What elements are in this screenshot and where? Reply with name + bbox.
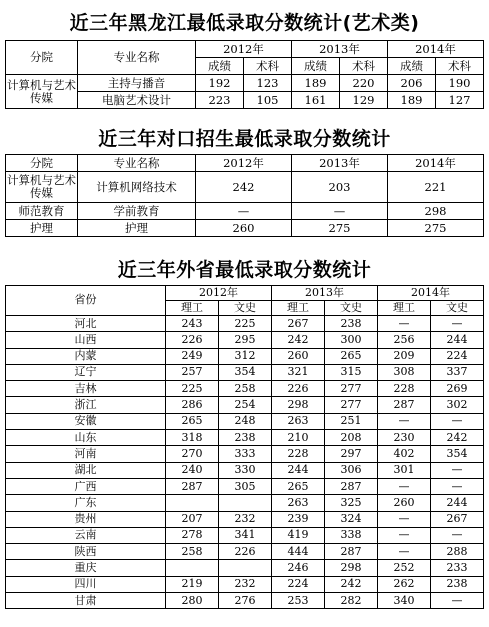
score-cell: 209 (378, 348, 431, 364)
score-cell: 263 (272, 413, 325, 429)
sub-header: 成绩 (196, 58, 244, 75)
table-row (6, 92, 484, 109)
score-cell: 260 (378, 495, 431, 511)
score-cell: 224 (431, 348, 484, 364)
score-cell: 300 (325, 332, 378, 348)
header-year: 2014年 (388, 41, 484, 58)
header-major: 专业名称 (78, 41, 196, 75)
sub-header: 理工 (272, 301, 325, 316)
dept-cell: 计算机与艺术传媒 (6, 75, 78, 109)
table-row (6, 316, 484, 332)
score-cell: — (378, 478, 431, 494)
header-major: 专业名称 (78, 155, 196, 172)
dept-cell: 护理 (6, 220, 78, 237)
header-year: 2014年 (388, 155, 484, 172)
score-cell: 333 (219, 446, 272, 462)
score-cell (219, 560, 272, 576)
score-cell: — (378, 316, 431, 332)
score-cell: 280 (166, 593, 219, 609)
table-row (6, 446, 484, 462)
score-cell: 242 (196, 172, 292, 203)
score-cell: 252 (378, 560, 431, 576)
table-row (6, 560, 484, 576)
score-cell: 312 (219, 348, 272, 364)
score-cell: 206 (388, 75, 436, 92)
table-row (6, 511, 484, 527)
score-cell: 306 (325, 462, 378, 478)
score-cell: 230 (378, 430, 431, 446)
score-cell: 341 (219, 527, 272, 543)
score-cell: 242 (325, 576, 378, 592)
province-cell: 山东 (6, 430, 166, 446)
header-year: 2013年 (292, 155, 388, 172)
score-cell: 242 (431, 430, 484, 446)
score-cell: 318 (166, 430, 219, 446)
province-cell: 广东 (6, 495, 166, 511)
sub-header: 术科 (436, 58, 484, 75)
score-cell: 190 (436, 75, 484, 92)
table-row (6, 203, 484, 220)
province-cell: 广西 (6, 478, 166, 494)
score-cell: 192 (196, 75, 244, 92)
header-dept: 分院 (6, 41, 78, 75)
score-cell: 354 (219, 364, 272, 380)
score-cell: 228 (378, 381, 431, 397)
header-year: 2012年 (196, 41, 292, 58)
score-cell: 226 (219, 544, 272, 560)
score-cell: — (431, 413, 484, 429)
header-year: 2012年 (196, 155, 292, 172)
score-cell: 287 (325, 478, 378, 494)
table-row (6, 364, 484, 380)
province-cell: 浙江 (6, 397, 166, 413)
table-row (6, 527, 484, 543)
header-dept: 分院 (6, 155, 78, 172)
score-cell: — (431, 316, 484, 332)
vocational-admission-table (5, 154, 484, 237)
score-cell: 262 (378, 576, 431, 592)
score-cell: 265 (166, 413, 219, 429)
score-cell: 232 (219, 511, 272, 527)
score-cell: 260 (196, 220, 292, 237)
score-cell: 267 (272, 316, 325, 332)
score-cell: 258 (219, 381, 272, 397)
score-cell: 203 (292, 172, 388, 203)
score-cell: 338 (325, 527, 378, 543)
sub-header: 术科 (244, 58, 292, 75)
province-rows (6, 316, 484, 609)
score-cell: 221 (388, 172, 484, 203)
score-cell: — (378, 413, 431, 429)
score-cell: 244 (272, 462, 325, 478)
score-cell: 298 (388, 203, 484, 220)
score-cell: 330 (219, 462, 272, 478)
score-cell: 276 (219, 593, 272, 609)
score-cell: 263 (272, 495, 325, 511)
score-cell: 238 (219, 430, 272, 446)
province-cell: 河北 (6, 316, 166, 332)
score-cell: 189 (292, 75, 340, 92)
score-cell: — (378, 527, 431, 543)
score-cell: 242 (272, 332, 325, 348)
province-cell: 安徽 (6, 413, 166, 429)
major-cell: 电脑艺术设计 (78, 92, 196, 109)
major-cell: 学前教育 (78, 203, 196, 220)
province-cell: 辽宁 (6, 364, 166, 380)
score-cell: 225 (219, 316, 272, 332)
score-cell: 207 (166, 511, 219, 527)
score-cell: 278 (166, 527, 219, 543)
score-cell: 240 (166, 462, 219, 478)
major-cell: 主持与播音 (78, 75, 196, 92)
score-cell: 246 (272, 560, 325, 576)
sub-header: 文史 (325, 301, 378, 316)
table3-title: 近三年外省最低录取分数统计 (117, 259, 372, 281)
heilongjiang-art-table (5, 40, 484, 109)
score-cell (219, 495, 272, 511)
score-cell: 287 (378, 397, 431, 413)
score-cell: 337 (431, 364, 484, 380)
table-row (6, 220, 484, 237)
score-cell: 287 (166, 478, 219, 494)
score-cell: 324 (325, 511, 378, 527)
province-cell: 重庆 (6, 560, 166, 576)
score-cell: 288 (431, 544, 484, 560)
major-cell: 计算机网络技术 (78, 172, 196, 203)
score-cell: 277 (325, 381, 378, 397)
score-cell: 315 (325, 364, 378, 380)
sub-header: 文史 (431, 301, 484, 316)
score-cell: 244 (431, 495, 484, 511)
table-row (6, 348, 484, 364)
province-cell: 甘肃 (6, 593, 166, 609)
score-cell: 243 (166, 316, 219, 332)
score-cell: 325 (325, 495, 378, 511)
score-cell: 228 (272, 446, 325, 462)
header-year: 2012年 (166, 286, 272, 301)
score-cell: 226 (166, 332, 219, 348)
province-cell: 云南 (6, 527, 166, 543)
header-year: 2013年 (272, 286, 378, 301)
score-cell: 129 (340, 92, 388, 109)
score-cell: — (378, 511, 431, 527)
score-cell: 275 (292, 220, 388, 237)
score-cell: 297 (325, 446, 378, 462)
score-cell: 208 (325, 430, 378, 446)
province-cell: 河南 (6, 446, 166, 462)
sub-header: 成绩 (292, 58, 340, 75)
table-row (6, 397, 484, 413)
score-cell: 189 (388, 92, 436, 109)
score-cell: 340 (378, 593, 431, 609)
header-year: 2013年 (292, 41, 388, 58)
score-cell: 238 (431, 576, 484, 592)
score-cell: — (431, 527, 484, 543)
score-cell: 220 (340, 75, 388, 92)
province-cell: 内蒙 (6, 348, 166, 364)
score-cell: 210 (272, 430, 325, 446)
table-row (6, 593, 484, 609)
score-cell: 251 (325, 413, 378, 429)
score-cell: 286 (166, 397, 219, 413)
score-cell: 402 (378, 446, 431, 462)
score-cell: 254 (219, 397, 272, 413)
sub-header: 文史 (219, 301, 272, 316)
score-cell: 244 (431, 332, 484, 348)
score-cell: 238 (325, 316, 378, 332)
header-year: 2014年 (378, 286, 484, 301)
score-cell: — (431, 593, 484, 609)
score-cell: 301 (378, 462, 431, 478)
table-row (6, 75, 484, 92)
score-cell: 256 (378, 332, 431, 348)
score-cell: 419 (272, 527, 325, 543)
score-cell: 444 (272, 544, 325, 560)
province-cell: 吉林 (6, 381, 166, 397)
score-cell: 298 (272, 397, 325, 413)
sub-header: 成绩 (388, 58, 436, 75)
dept-cell: 师范教育 (6, 203, 78, 220)
sub-header: 理工 (378, 301, 431, 316)
table1-title: 近三年黑龙江最低录取分数统计(艺术类) (69, 12, 420, 34)
score-cell: — (378, 544, 431, 560)
score-cell (166, 560, 219, 576)
score-cell: 269 (431, 381, 484, 397)
score-cell: 226 (272, 381, 325, 397)
score-cell: 265 (272, 478, 325, 494)
score-cell: 270 (166, 446, 219, 462)
sub-header: 理工 (166, 301, 219, 316)
score-cell: — (292, 203, 388, 220)
table-row (6, 430, 484, 446)
province-cell: 湖北 (6, 462, 166, 478)
table-row (6, 478, 484, 494)
score-cell: 277 (325, 397, 378, 413)
table-row (6, 413, 484, 429)
score-cell: 295 (219, 332, 272, 348)
score-cell: 260 (272, 348, 325, 364)
score-cell: 233 (431, 560, 484, 576)
score-cell: 253 (272, 593, 325, 609)
table-row (6, 332, 484, 348)
table-row (6, 495, 484, 511)
score-cell: 248 (219, 413, 272, 429)
table-row (6, 381, 484, 397)
table-row (6, 544, 484, 560)
score-cell: 282 (325, 593, 378, 609)
dept-cell: 计算机与艺术传媒 (6, 172, 78, 203)
score-cell: 224 (272, 576, 325, 592)
header-province: 省份 (6, 286, 166, 316)
score-cell: 105 (244, 92, 292, 109)
score-cell: 267 (431, 511, 484, 527)
score-cell: 223 (196, 92, 244, 109)
score-cell: 219 (166, 576, 219, 592)
province-cell: 四川 (6, 576, 166, 592)
score-cell: 287 (325, 544, 378, 560)
score-cell: 257 (166, 364, 219, 380)
score-cell: — (431, 462, 484, 478)
out-of-province-table (5, 285, 484, 609)
table-row (6, 576, 484, 592)
table-row (6, 172, 484, 203)
score-cell: 258 (166, 544, 219, 560)
score-cell: 127 (436, 92, 484, 109)
score-cell: 265 (325, 348, 378, 364)
score-cell: 321 (272, 364, 325, 380)
province-cell: 贵州 (6, 511, 166, 527)
score-cell: 354 (431, 446, 484, 462)
province-cell: 山西 (6, 332, 166, 348)
score-cell: 161 (292, 92, 340, 109)
score-cell: 249 (166, 348, 219, 364)
province-cell: 陕西 (6, 544, 166, 560)
table2-title: 近三年对口招生最低录取分数统计 (98, 128, 391, 150)
score-cell: 225 (166, 381, 219, 397)
table-row (6, 462, 484, 478)
score-cell (166, 495, 219, 511)
sub-header: 术科 (340, 58, 388, 75)
score-cell: 239 (272, 511, 325, 527)
score-cell: 305 (219, 478, 272, 494)
score-cell: 123 (244, 75, 292, 92)
score-cell: 232 (219, 576, 272, 592)
score-cell: — (431, 478, 484, 494)
score-cell: 275 (388, 220, 484, 237)
score-cell: 302 (431, 397, 484, 413)
major-cell: 护理 (78, 220, 196, 237)
score-cell: 298 (325, 560, 378, 576)
score-cell: — (196, 203, 292, 220)
score-cell: 308 (378, 364, 431, 380)
